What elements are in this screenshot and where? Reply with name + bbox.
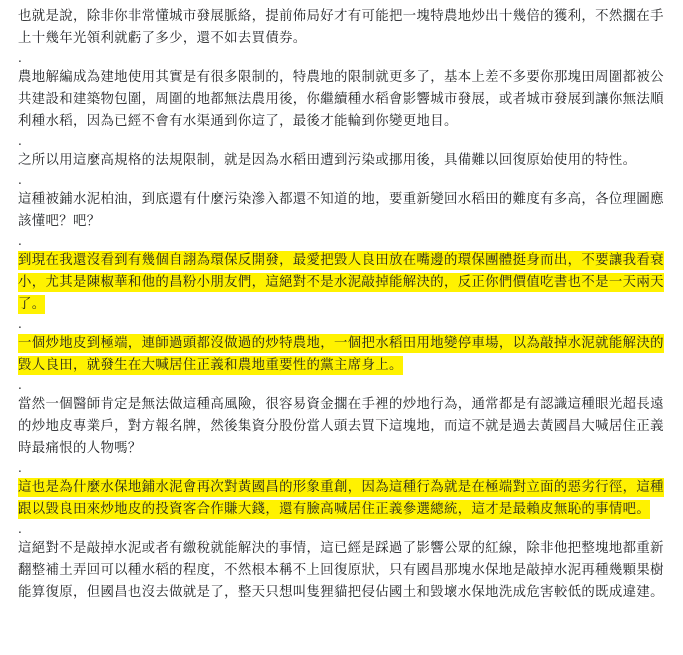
paragraph-5-text: 到現在我還沒看到有幾個自詡為環保反開發，最愛把毀人良田放在嘴邊的環保團體挺身而出，不要讓我看衰小，尤其是陳椒華和他的昌粉小朋友們，這絕對不是水泥敲掉能解決的，反正你們價值吃書也不是一天兩天了。 — [18, 253, 664, 312]
paragraph-5-highlighted — [18, 250, 669, 316]
paragraph-separator: . — [18, 461, 22, 475]
paragraph-4-text: 這種被鋪水泥柏油，到底還有什麼污染滲入都還不知道的地，要重新變回水稻田的難度有多高，各位理圖應該懂吧？吧？ — [18, 192, 664, 229]
paragraph-8-text: 這也是為什麼水保地鋪水泥會再次對黃國昌的形象重創，因為這種行為就是在極端對立面的惡劣行徑，這種跟以毀良田來炒地皮的投資客合作賺大錢，還有臉高喊居住正義參選總統，這才是最賴皮無恥的事情吧。 — [18, 480, 664, 517]
paragraph-3-text: 之所以用這麼高規格的法規限制，就是因為水稻田遭到污染或挪用後，具備難以回復原始使用的特性。 — [18, 153, 637, 168]
paragraph-9 — [18, 538, 669, 604]
paragraph-3 — [18, 150, 669, 172]
paragraph-separator: . — [18, 378, 22, 392]
paragraph-4 — [18, 189, 669, 233]
paragraph-separator: . — [18, 173, 22, 187]
paragraph-separator: . — [18, 317, 22, 331]
paragraph-2-text: 農地解編成為建地使用其實是有很多限制的，特農地的限制就更多了，基本上差不多要你那塊田周圍都被公共建設和建築物包圍，周圍的地都無法農用後，你繼續種水稻會影響城市發展，或者城市發展到讓你無法順利種水稻，因為已經不會有水渠通到你這了，最後才能輪到你變更地目。 — [18, 70, 664, 129]
paragraph-7-text: 當然一個醫師肯定是無法做這種高風險，很容易資金擱在手裡的炒地行為，通常都是有認識這種眼光超長遠的炒地皮專業戶，對方報名牌，然後集資分股份當人頭去買下這塊地，而這不就是過去黃國昌大喊居住正義時最痛恨的人物嗎？ — [18, 397, 664, 456]
paragraph-separator: . — [18, 522, 22, 536]
paragraph-6-highlighted — [18, 333, 669, 377]
paragraph-1-text: 也就是說，除非你非常懂城市發展脈絡，提前佈局好才有可能把一塊特農地炒出十幾倍的獲利，不然擱在手上十幾年光領利就虧了多少，還不如去買債券。 — [18, 9, 664, 46]
paragraph-2 — [18, 67, 669, 133]
paragraph-8-highlighted — [18, 477, 669, 521]
paragraph-7 — [18, 394, 669, 460]
paragraph-9-text: 這絕對不是敲掉水泥或者有繳稅就能解決的事情，這已經是踩過了影響公眾的紅線，除非他把整塊地都重新翻整補土弄回可以種水稻的程度，不然根本稱不上回復原狀，只有國昌那塊水保地是敲掉水泥再種幾顆果樹能算復原，但國昌也沒去做就是了，整天只想叫隻狸貓把侵佔國土和毀壞水保地洗成危害較低的既成違建。 — [18, 541, 664, 600]
paragraph-separator: . — [18, 134, 22, 148]
paragraph-separator: . — [18, 234, 22, 248]
paragraph-6-text: 一個炒地皮到極端，連師過頭都沒做過的炒特農地，一個把水稻田用地變停車場，以為敲掉水泥就能解決的毀人良田，就發生在大喊居住正義和農地重要性的黨主席身上。 — [18, 336, 664, 373]
paragraph-1 — [18, 6, 669, 50]
paragraph-separator: . — [18, 51, 22, 65]
